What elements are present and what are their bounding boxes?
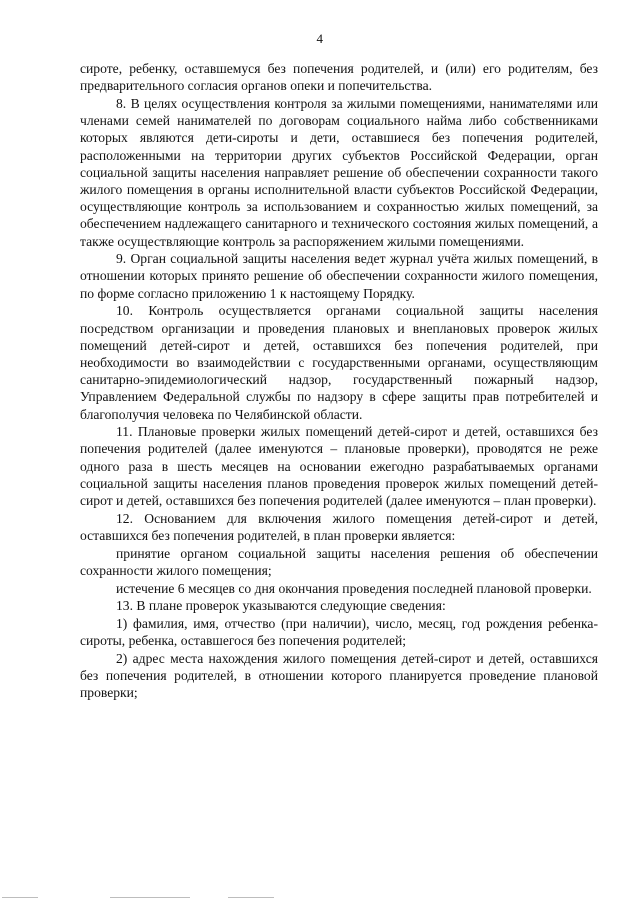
paragraph-12: 12. Основанием для включения жилого помещения детей-сирот и детей, оставшихся без попечения родителей, в план проверки является:: [80, 510, 598, 543]
document-body: [80, 60, 598, 702]
paragraph-11: 11. Плановые проверки жилых помещений детей-сирот и детей, оставшихся без попечения родителей (далее именуются – плановые проверки), проводятся не реже одного раза в шесть месяцев на основании ежегодно разрабатываемых органами социальной защиты населения планов проведения проверок жилых помещений детей-сирот и детей, оставшихся без попечения родителей (далее именуются – план проверки).: [80, 424, 598, 509]
paragraph-12-item-1: принятие органом социальной защиты населения решения об обеспечении сохранности жилого помещения;: [80, 545, 598, 578]
paragraph-continuation: сироте, ребенку, оставшемуся без попечения родителей, и (или) его родителям, без предварительного согласия органов опеки и попечительства.: [80, 61, 598, 94]
scan-mark: [110, 897, 190, 898]
paragraph-13-item-1: 1) фамилия, имя, отчество (при наличии), число, месяц, год рождения ребенка-сироты, ребенка, оставшегося без попечения родителей;: [80, 616, 598, 649]
paragraph-13-item-2: 2) адрес места нахождения жилого помещения детей-сирот и детей, оставшихся без попечения родителей, в отношении которого планируется проведение плановой проверки;: [80, 650, 598, 701]
scan-edge-marks: [0, 895, 640, 901]
scan-mark: [228, 897, 274, 898]
scan-mark: [2, 897, 38, 898]
paragraph-12-item-2: истечение 6 месяцев со дня окончания проведения последней плановой проверки.: [116, 580, 592, 596]
paragraph-13: 13. В плане проверок указываются следующие сведения:: [116, 598, 446, 614]
paragraph-8: 8. В целях осуществления контроля за жилыми помещениями, нанимателями или членами семей нанимателей по договорам социального найма либо собственниками которых являются дети-сироты и дети, оставшиеся без попечения родителей, расположенными на территории других субъектов Российской Федерации, орган социальной защиты населения направляет решение об обеспечении сохранности такого жилого помещения в органы исполнительной власти субъектов Российской Федерации, осуществляющие контроль за использованием и сохранностью жилых помещений, за обеспечением надлежащего санитарного и технического состояния жилых помещений, а также осуществляющие контроль за распоряжением жилыми помещениями.: [80, 95, 598, 249]
paragraph-10: 10. Контроль осуществляется органами социальной защиты населения посредством организации и проведения плановых и внеплановых проверок жилых помещений детей-сирот и детей, оставшихся без попечения родителей, при необходимости во взаимодействии с государственными органами, осуществляющим санитарно-эпидемиологический надзор, государственный пожарный надзор, Управлением Федеральной службы по надзору в сфере защиты прав потребителей и благополучия человека по Челябинской области.: [80, 303, 598, 422]
paragraph-9: 9. Орган социальной защиты населения ведет журнал учёта жилых помещений, в отношении которых принято решение об обеспечении сохранности жилого помещения, по форме согласно приложению 1 к настоящему Порядку.: [80, 251, 598, 301]
page-number: 4: [316, 31, 324, 46]
